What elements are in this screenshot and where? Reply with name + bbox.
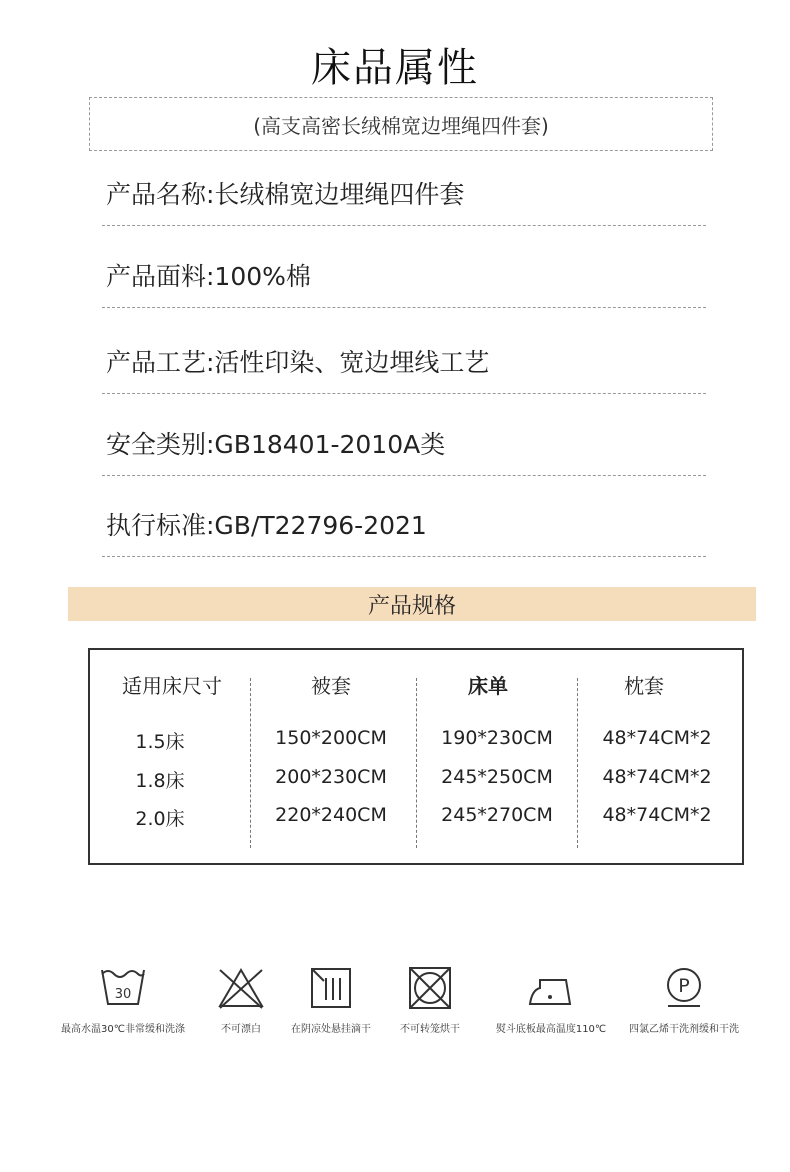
dry-clean-p-icon: [629, 966, 739, 1010]
page-title: 床品属性: [311, 45, 479, 91]
table-cell: 190*230CM: [441, 727, 553, 749]
dry-clean-p-label: 四氯乙烯干洗剂缓和干洗: [629, 1024, 739, 1035]
spec-table: [88, 648, 744, 865]
svg-text:P: P: [678, 975, 690, 997]
line-dry-shade-icon: [276, 966, 386, 1010]
table-cell: 48*74CM*2: [602, 727, 712, 749]
line-dry-shade-label: 在阴凉处悬挂滴干: [291, 1024, 371, 1035]
column-divider: [416, 678, 417, 848]
attribute-craft: 产品工艺:活性印染、宽边埋线工艺: [106, 348, 490, 377]
no-tumble-dry-icon: [375, 966, 485, 1010]
table-cell: 150*200CM: [275, 727, 387, 749]
spec-title: 产品规格: [367, 593, 456, 619]
table-cell: 245*250CM: [441, 766, 553, 788]
attribute-row: [102, 497, 706, 557]
attribute-safety-category: 安全类别:GB18401-2010A类: [106, 430, 446, 459]
column-divider: [577, 678, 578, 848]
table-cell: 48*74CM*2: [602, 804, 712, 826]
attribute-row: [102, 166, 706, 226]
product-subtitle-box: [89, 97, 713, 151]
attribute-product-name: 产品名称:长绒棉宽边埋绳四件套: [106, 180, 465, 209]
table-cell: 1.8床: [135, 770, 185, 792]
product-subtitle: (高支高密长绒棉宽边埋绳四件套): [253, 113, 549, 138]
spec-section-header: [68, 587, 756, 621]
attribute-fabric: 产品面料:100%棉: [106, 262, 311, 291]
attribute-row: [102, 416, 706, 476]
attribute-row: [102, 248, 706, 308]
attribute-standard: 执行标准:GB/T22796-2021: [106, 511, 427, 540]
no-bleach-label: 不可漂白: [221, 1024, 261, 1035]
table-cell: 48*74CM*2: [602, 766, 712, 788]
wash-30-icon: [68, 966, 178, 1010]
attribute-row: [102, 334, 706, 394]
no-tumble-dry-label: 不可转笼烘干: [400, 1024, 460, 1035]
svg-text:30: 30: [114, 987, 132, 1002]
header-duvet-cover: 被套: [311, 674, 351, 698]
header-pillowcase: 枕套: [624, 674, 664, 698]
header-bed-sheet: 床单: [468, 674, 508, 698]
iron-low-icon: [496, 966, 606, 1010]
header-bed-size: 适用床尺寸: [122, 674, 222, 698]
wash-30-label: 最高水温30℃非常缓和洗涤: [61, 1024, 185, 1035]
table-cell: 1.5床: [135, 731, 185, 753]
table-cell: 220*240CM: [275, 804, 387, 826]
column-divider: [250, 678, 251, 848]
table-cell: 245*270CM: [441, 804, 553, 826]
iron-low-label: 熨斗底板最高温度110℃: [495, 1024, 607, 1035]
table-cell: 2.0床: [135, 808, 185, 830]
table-cell: 200*230CM: [275, 766, 387, 788]
